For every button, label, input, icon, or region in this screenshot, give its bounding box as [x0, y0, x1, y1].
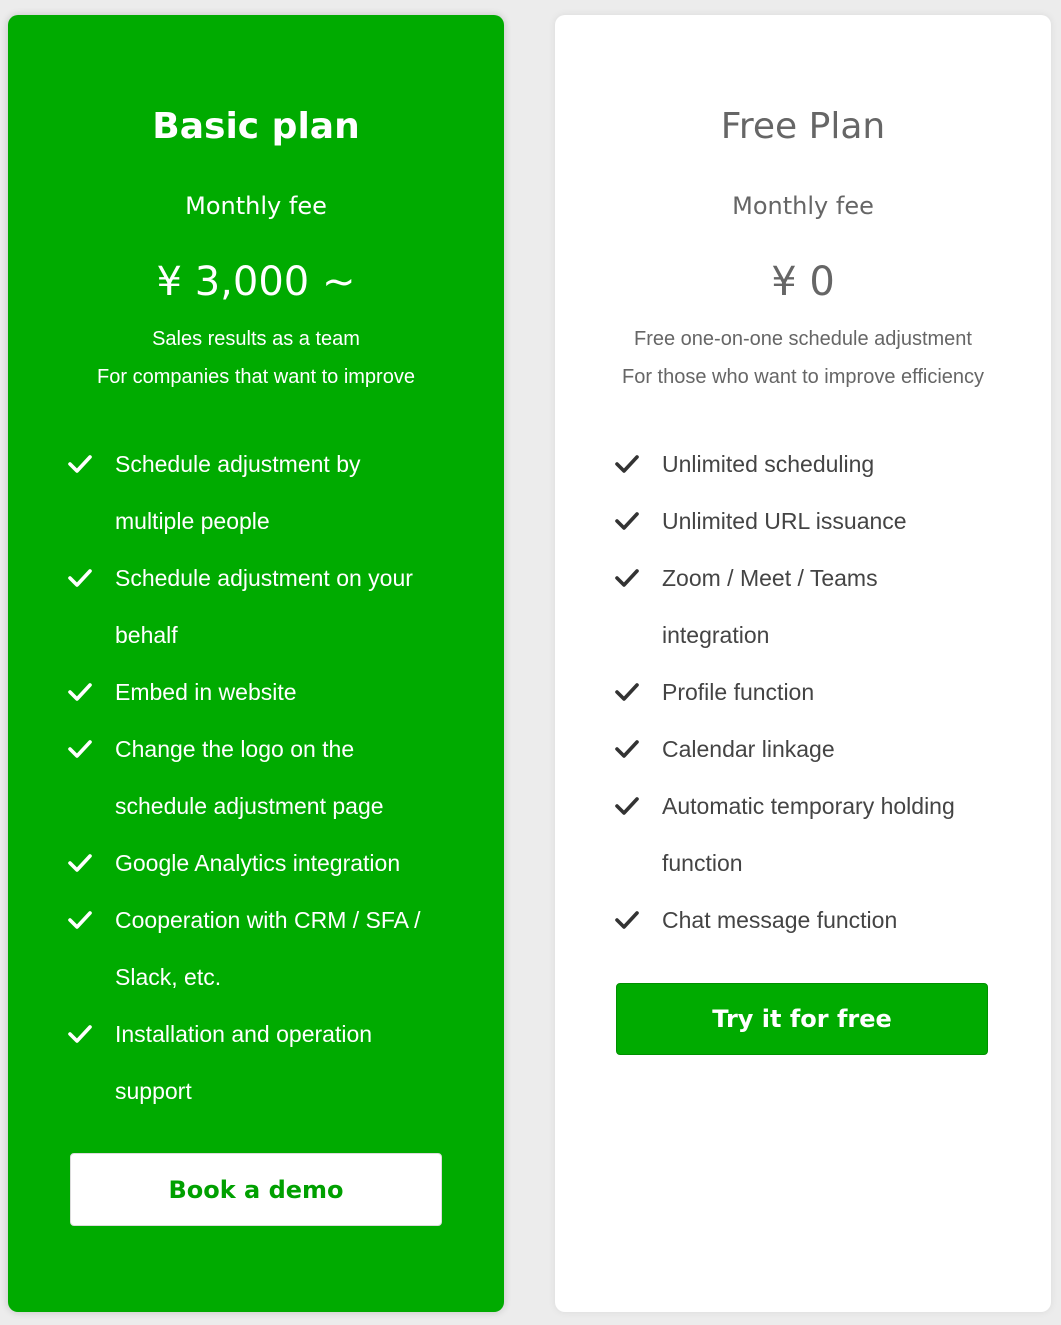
feature-text: Unlimited scheduling [662, 451, 875, 477]
feature-item [615, 607, 995, 664]
feature-text: Automatic temporary holding [662, 793, 955, 819]
check-icon [615, 454, 639, 474]
feature-item [68, 949, 448, 1006]
free-plan-title: Free Plan [720, 106, 886, 147]
feature-text: Change the logo on the [115, 736, 355, 762]
feature-text: Profile function [662, 679, 815, 705]
feature-text: Google Analytics integration [115, 850, 401, 876]
feature-item [615, 550, 995, 607]
free-plan-feature-list [615, 436, 995, 949]
free-plan-price: ¥ 0 [771, 259, 835, 305]
feature-item [615, 493, 995, 550]
feature-text: Zoom / Meet / Teams [662, 565, 878, 591]
check-icon [68, 454, 92, 474]
feature-item [68, 721, 448, 778]
feature-item [68, 1063, 448, 1120]
check-icon [615, 568, 639, 588]
feature-item [615, 436, 995, 493]
feature-text: behalf [115, 622, 178, 648]
feature-item [68, 778, 448, 835]
feature-item [68, 550, 448, 607]
feature-item [68, 607, 448, 664]
feature-text: function [662, 850, 743, 876]
check-icon [68, 1024, 92, 1044]
feature-text: Schedule adjustment on your [115, 565, 413, 591]
basic-plan-description-line2: For companies that want to improve [97, 366, 415, 388]
book-demo-button[interactable]: Book a demo [70, 1153, 442, 1226]
free-plan-card [555, 15, 1051, 1312]
feature-item [615, 835, 995, 892]
feature-text: Calendar linkage [662, 736, 835, 762]
free-plan-fee-label: Monthly fee [732, 192, 874, 220]
feature-item [68, 493, 448, 550]
check-icon [615, 682, 639, 702]
feature-item [68, 835, 448, 892]
free-plan-description-line1: Free one-on-one schedule adjustment [634, 328, 972, 350]
feature-item [68, 664, 448, 721]
check-icon [615, 739, 639, 759]
feature-text: Slack, etc. [115, 964, 222, 990]
feature-item [68, 436, 448, 493]
feature-item [615, 778, 995, 835]
feature-text: support [115, 1078, 192, 1104]
feature-item [615, 892, 995, 949]
check-icon [615, 796, 639, 816]
check-icon [68, 853, 92, 873]
try-for-free-button[interactable]: Try it for free [616, 983, 988, 1055]
feature-text: Cooperation with CRM / SFA / [115, 907, 421, 933]
basic-plan-title: Basic plan [152, 106, 360, 147]
check-icon [68, 739, 92, 759]
basic-plan-fee-label: Monthly fee [185, 192, 327, 220]
feature-text: Schedule adjustment by [115, 451, 361, 477]
feature-item [68, 1006, 448, 1063]
check-icon [615, 910, 639, 930]
feature-item [615, 664, 995, 721]
check-icon [68, 910, 92, 930]
feature-text: Unlimited URL issuance [662, 508, 907, 534]
basic-plan-description-line1: Sales results as a team [152, 328, 360, 350]
feature-text: Embed in website [115, 679, 297, 705]
free-plan-description-line2: For those who want to improve efficiency [621, 366, 985, 388]
feature-text: multiple people [115, 508, 270, 534]
basic-plan-feature-list [68, 436, 448, 1120]
basic-plan-price: ¥ 3,000 ~ [156, 259, 356, 305]
check-icon [68, 682, 92, 702]
feature-item [615, 721, 995, 778]
feature-text: Installation and operation [115, 1021, 373, 1047]
feature-text: Chat message function [662, 907, 898, 933]
check-icon [68, 568, 92, 588]
basic-plan-card [8, 15, 504, 1312]
feature-text: schedule adjustment page [115, 793, 384, 819]
feature-text: integration [662, 622, 770, 648]
feature-item [68, 892, 448, 949]
check-icon [615, 511, 639, 531]
